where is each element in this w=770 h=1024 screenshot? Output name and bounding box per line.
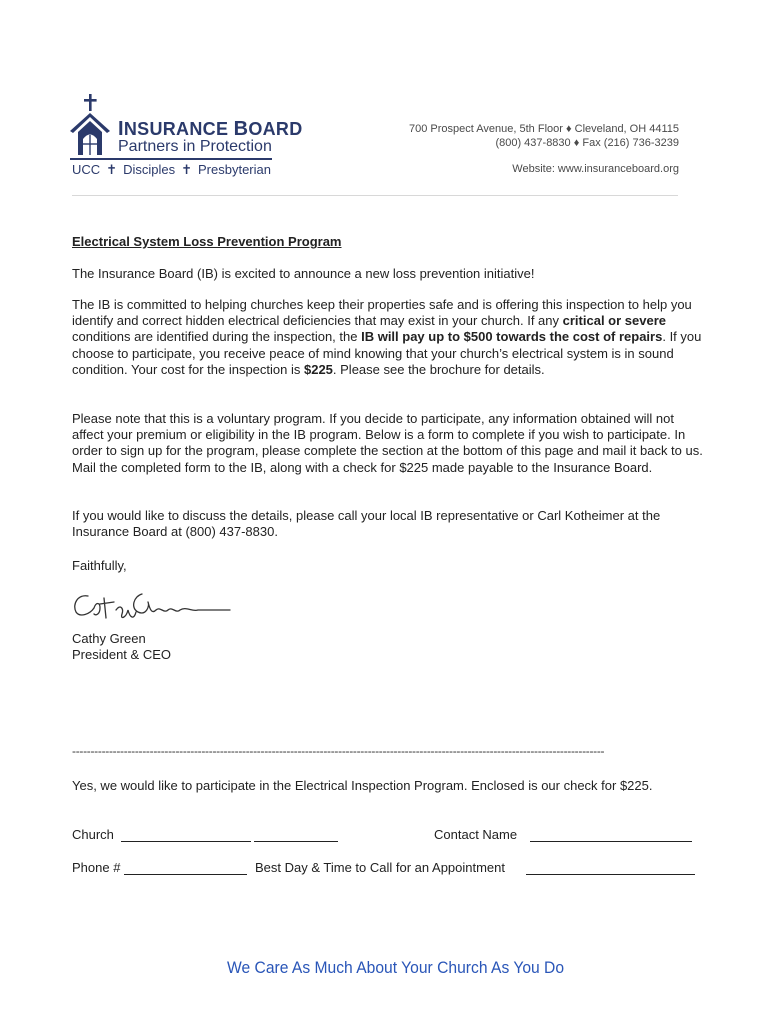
signature-image — [70, 588, 240, 624]
header-divider — [72, 195, 678, 196]
church-field[interactable] — [121, 827, 251, 842]
org-name: INSURANCE BOARD — [118, 118, 303, 140]
cross-icon: ✝ — [106, 162, 118, 177]
phone-label: Phone # — [72, 860, 121, 875]
church-label: Church — [72, 827, 114, 842]
intro-paragraph: The Insurance Board (IB) is excited to announce a new loss prevention initiative! — [72, 266, 535, 281]
website[interactable]: Website: www.insuranceboard.org — [512, 163, 679, 175]
best-time-field[interactable] — [526, 860, 695, 875]
denominations — [72, 162, 271, 178]
footer-slogan: We Care As Much About Your Church As You Do — [227, 958, 565, 977]
address-block — [359, 122, 679, 176]
letter-title: Electrical System Loss Prevention Program — [72, 234, 342, 249]
address-line-2: (800) 437-8830 ♦ Fax (216) 736-3239 — [495, 137, 679, 149]
contact-name-field[interactable] — [530, 827, 692, 842]
address-line-1: 700 Prospect Avenue, 5th Floor ♦ Cleveland, OH 44115 — [409, 123, 679, 135]
cross-icon: ✝ — [181, 162, 192, 177]
cut-line: ------------------------------------------------------------------------------------------------------------------------------------------------ — [72, 744, 605, 758]
program-paragraph: The IB is committed to helping churches keep their properties safe and is offering this inspection to help you identify and correct hidden electrical deficiencies that may exist in your church. If any critical or severe conditions are identified during the inspection, the IB will pay up to $500 towards the cost of repairs. If you choose to participate, you receive peace of mind knowing that your church’s electrical system is in sound condition. Your cost for the inspection is $225. Please see the brochure for details. — [72, 297, 702, 377]
denomination-presbyterian: Presbyterian — [198, 162, 271, 177]
participation-statement: Yes, we would like to participate in the Electrical Inspection Program. Enclosed is our check for $225. — [72, 778, 653, 793]
church-field-continued[interactable] — [254, 827, 338, 842]
voluntary-paragraph: Please note that this is a voluntary program. If you decide to participate, any information obtained will not affect your premium or eligibility in the IB program. Below is a form to complete if you wish to participate. In order to sign up for the program, please complete the section at the bottom of this page and mail it back to us. Mail the completed form to the IB, along with a check for $225 made payable to the Insurance Board. — [72, 411, 703, 475]
denomination-ucc: UCC — [72, 162, 101, 177]
org-tagline: Partners in Protection — [118, 138, 272, 155]
contact-name-label: Contact Name — [434, 827, 518, 842]
logo — [70, 92, 303, 182]
church-logo-icon — [70, 92, 120, 158]
best-time-label: Best Day & Time to Call for an Appointment — [255, 860, 506, 875]
phone-field[interactable] — [124, 860, 247, 875]
signer-title: President & CEO — [72, 647, 171, 662]
contact-paragraph: If you would like to discuss the details, please call your local IB representative or Carl Kotheimer at the Insurance Board at (800) 437-8830. — [72, 508, 661, 540]
logo-divider — [70, 158, 272, 160]
signer-name: Cathy Green — [72, 631, 146, 646]
closing: Faithfully, — [72, 558, 127, 573]
denomination-disciples: Disciples — [123, 162, 176, 177]
